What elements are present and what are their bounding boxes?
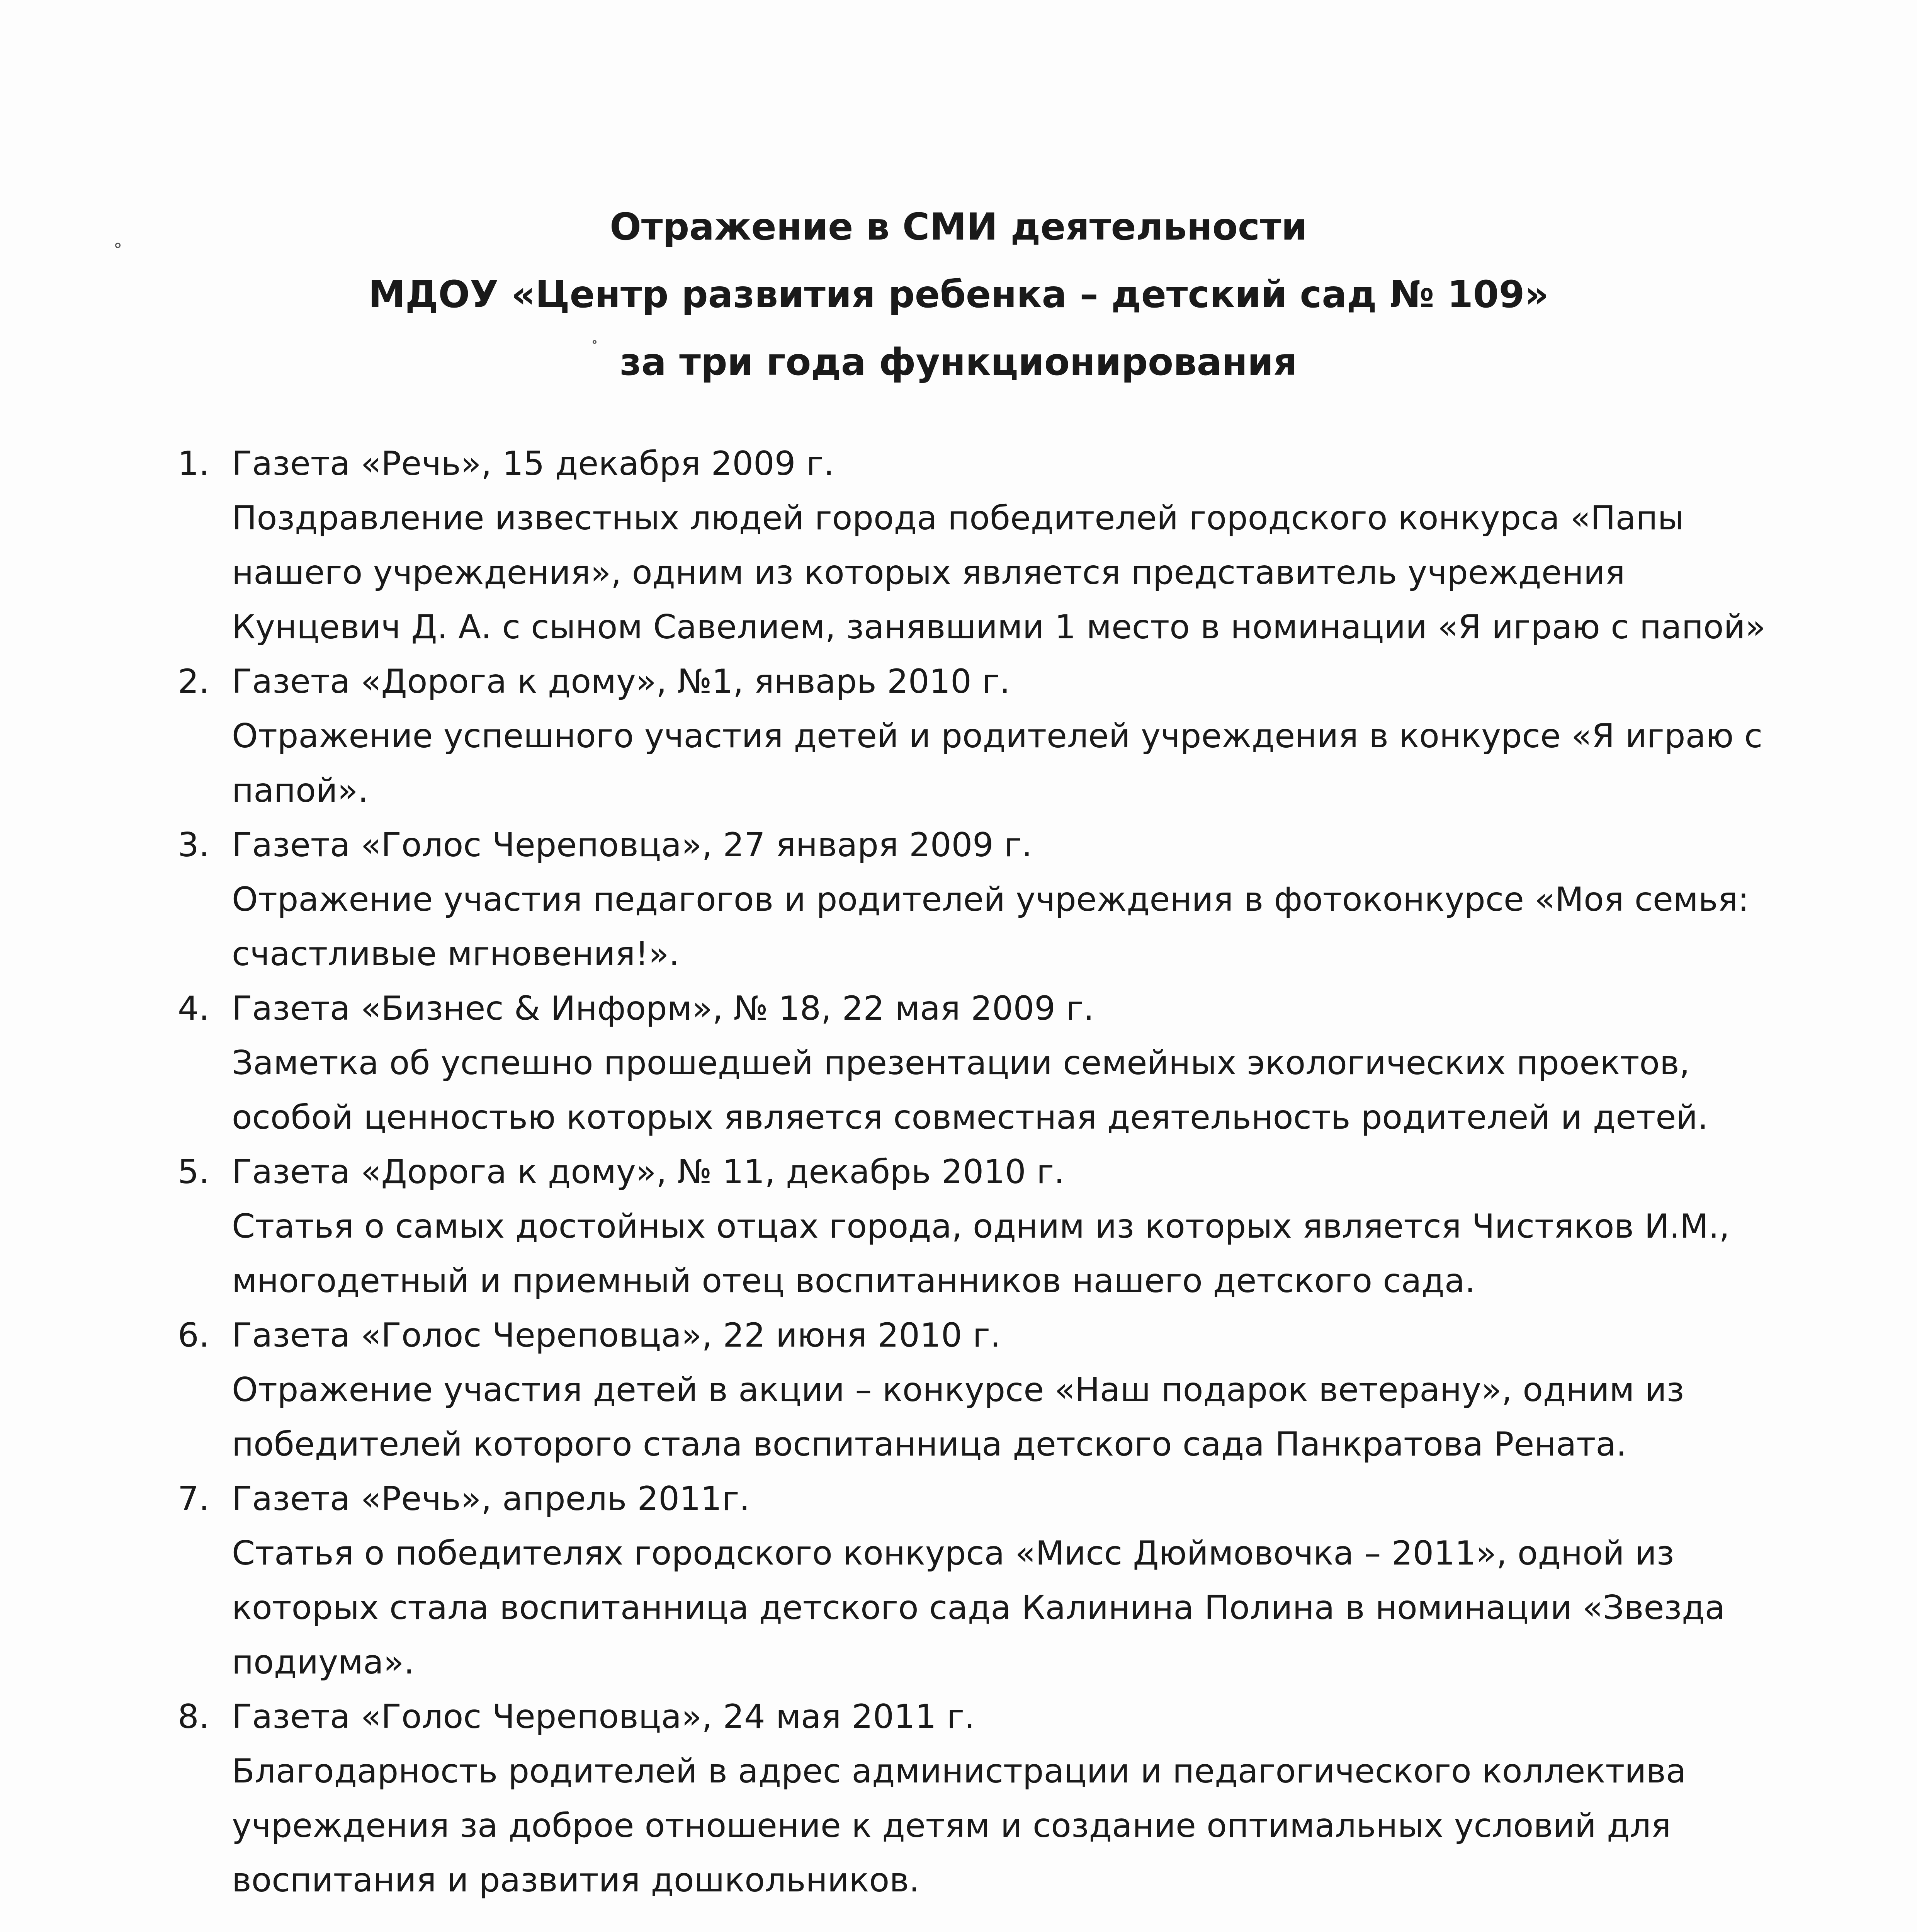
entry-description: Статья о победителях городского конкурса «Мисс Дюймовочка – 2011», одной из которых стала воспитанница детского сада Калинина Полина в номинации «Звезда подиума». [232, 1534, 1725, 1682]
list-item [178, 981, 1800, 1145]
list-item [178, 818, 1800, 981]
list-item [178, 655, 1800, 818]
entry-description: Отражение участия педагогов и родителей учреждения в фотоконкурсе «Моя семья: счастливые мгновения!». [232, 880, 1749, 973]
entry-description: Поздравление известных людей города победителей городского конкурса «Папы нашего учреждения», одним из которых является представитель учреждения Кунцевич Д. А. с сыном Савелием, занявшими 1 место в номинации «Я играю с папой» [232, 499, 1766, 646]
entry-number: 8. [178, 1697, 210, 1736]
entry-description: Отражение успешного участия детей и родителей учреждения в конкурсе «Я играю с папой». [232, 717, 1763, 810]
entry-source: Газета «Бизнес & Информ», № 18, 22 мая 2009 г. [232, 989, 1094, 1028]
entry-number: 5. [178, 1153, 210, 1191]
list-item [178, 1690, 1800, 1908]
entry-description: Отражение участия детей в акции – конкурсе «Наш подарок ветерану», одним из победителей которого стала воспитанница детского сада Панкратова Рената. [232, 1371, 1684, 1464]
entry-source: Газета «Речь», 15 декабря 2009 г. [232, 444, 834, 483]
title-line: МДОУ «Центр развития ребенка – детский сад № 109» [368, 273, 1549, 316]
entry-number: 4. [178, 989, 210, 1028]
entry-source: Газета «Дорога к дому», № 11, декабрь 2010 г. [232, 1153, 1065, 1191]
entry-number: 1. [178, 444, 210, 483]
list-item [178, 1145, 1800, 1308]
entry-source: Газета «Голос Череповца», 27 января 2009 г. [232, 826, 1032, 864]
list-item [178, 1308, 1800, 1472]
title-line: за три года функционирования [620, 340, 1297, 384]
list-item [178, 1472, 1800, 1690]
entry-source: Газета «Речь», апрель 2011г. [232, 1480, 750, 1518]
entry-number: 2. [178, 662, 210, 701]
entry-number: 7. [178, 1480, 210, 1518]
list-item [178, 437, 1800, 655]
entry-number: 6. [178, 1316, 210, 1355]
document-title [0, 193, 1917, 396]
entry-number: 3. [178, 826, 210, 864]
title-line: Отражение в СМИ деятельности [610, 205, 1307, 248]
entry-source: Газета «Голос Череповца», 24 мая 2011 г. [232, 1697, 975, 1736]
entry-source: Газета «Дорога к дому», №1, январь 2010 г. [232, 662, 1010, 701]
entry-description: Статья о самых достойных отцах города, одним из которых является Чистяков И.М., многодетный и приемный отец воспитанников нашего детского сада. [232, 1207, 1730, 1300]
entry-description: Заметка об успешно прошедшей презентации семейных экологических проектов, особой ценностью которых является совместная деятельность родителей и детей. [232, 1044, 1708, 1137]
entry-source: Газета «Голос Череповца», 22 июня 2010 г. [232, 1316, 1001, 1355]
media-entries-list [178, 437, 1800, 1908]
entry-description: Благодарность родителей в адрес администрации и педагогического коллектива учреждения за доброе отношение к детям и создание оптимальных условий для воспитания и развития дошкольников. [232, 1752, 1686, 1900]
